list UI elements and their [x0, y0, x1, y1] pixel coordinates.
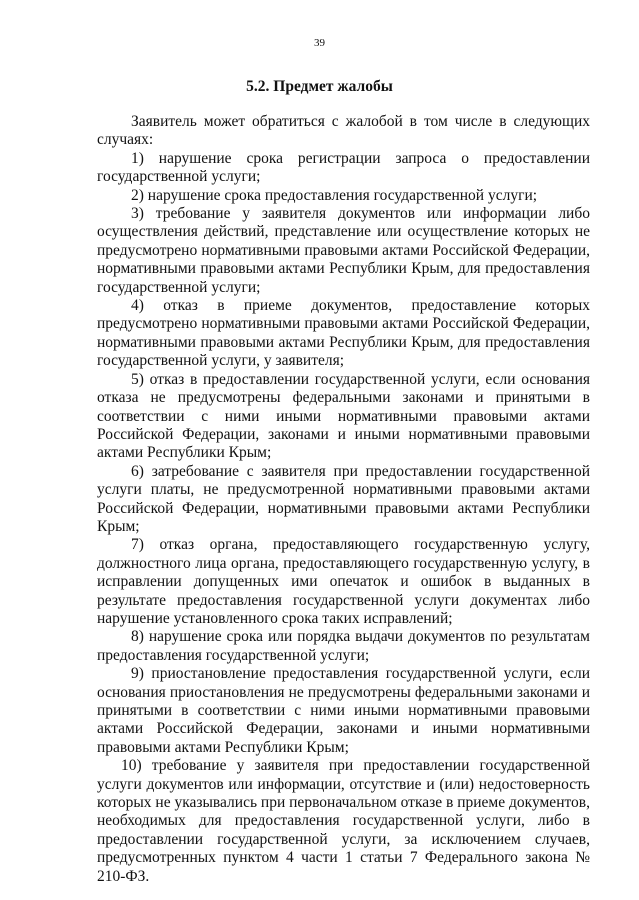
list-item: 9) приостановление предоставления государственной услуги, если основания приостановления не предусмотрены федеральными законами и принятыми в соответствии с ними иными нормативными правовыми актами Российской Федерации, законами и иными нормативными правовыми актами Республики Крым;: [97, 665, 590, 756]
list-item: 10) требование у заявителя при предоставлении государственной услуги документов или информации, отсутствие и (или) недостоверность которых не указывались при первоначальном отказе в приеме документов, необходимых для предоставления государственной услуги, либо в предоставлении государственной услуги, за исключением случаев, предусмотренных пунктом 4 части 1 статьи 7 Федерального закона № 210-ФЗ.: [97, 757, 590, 885]
list-item: 4) отказ в приеме документов, предоставление которых предусмотрено нормативными правовыми актами Российской Федерации, нормативными правовыми актами Республики Крым, для предоставления государственной услуги, у заявителя;: [97, 297, 590, 370]
list-item: 8) нарушение срока или порядка выдачи документов по результатам предоставления государственной услуги;: [97, 628, 590, 664]
page-number: 39: [314, 37, 325, 49]
section-heading: 5.2. Предмет жалобы: [246, 78, 393, 95]
list-item: 1) нарушение срока регистрации запроса о предоставлении государственной услуги;: [97, 149, 590, 186]
list-item: 7) отказ органа, предоставляющего государственную услугу, должностного лица органа, предоставляющего государственную услугу, в исправлении допущенных ими опечаток и ошибок в выданных в результате предоставления государственной услуги документах либо нарушение установленного срока таких исправлений;: [97, 536, 590, 627]
list-item: 3) требование у заявителя документов или информации либо осуществления действий, представление или осуществление которых не предусмотрено нормативными правовыми актами Российской Федерации, нормативными правовыми актами Республики Крым, для предоставления государственной услуги;: [97, 205, 590, 296]
list-item: 5) отказ в предоставлении государственной услуги, если основания отказа не предусмотрены федеральными законами и принятыми в соответствии с ними иными нормативными правовыми актами Российской Федерации, законами и иными нормативными правовыми актами Республики Крым;: [97, 370, 590, 462]
intro-paragraph: Заявитель может обратиться с жалобой в том числе в следующих случаях:: [97, 113, 590, 149]
list-item: 2) нарушение срока предоставления государственной услуги;: [131, 186, 538, 204]
list-item: 6) затребование с заявителя при предоставлении государственной услуги платы, не предусмотренной нормативными правовыми актами Российской Федерации, нормативными правовыми актами Республики Крым;: [97, 462, 590, 535]
document-body: [97, 113, 590, 886]
